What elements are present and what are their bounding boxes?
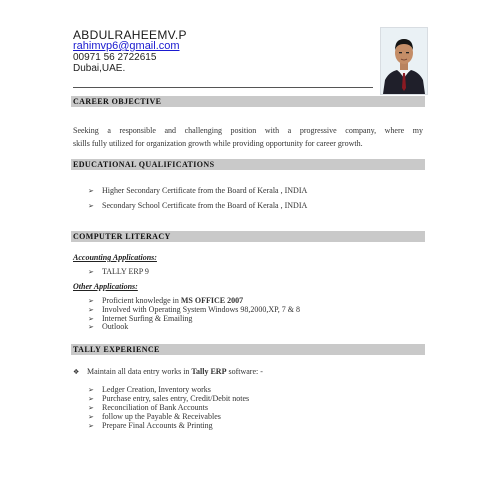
list-item: ➢ Higher Secondary Certificate from the Board of Kerala , INDIA [88,186,308,195]
profile-photo [380,27,428,95]
section-tally-experience: TALLY EXPERIENCE [71,344,425,355]
list-item: ➢ Reconciliation of Bank Accounts [88,403,208,412]
list-item: ➢ Prepare Final Accounts & Printing [88,421,213,430]
header-divider [73,87,373,88]
phone-number: 00971 56 2722615 [73,52,157,63]
list-item: ➢ Secondary School Certificate from the Board of Kerala , INDIA [88,201,308,210]
list-item: ➢ Purchase entry, sales entry, Credit/Debit notes [88,394,250,403]
arrow-bullet-icon: ➢ [88,315,94,323]
list-item: ➢ follow up the Payable & Receivables [88,412,221,421]
list-item: ➢ Proficient knowledge in MS OFFICE 2007 [88,296,244,305]
objective-line-1: Seeking a responsible and challenging position with a progressive company, where my [73,126,423,135]
arrow-bullet-icon: ➢ [88,404,94,412]
arrow-bullet-icon: ➢ [88,202,94,210]
address: Dubai,UAE. [73,63,126,74]
list-item: ➢ Involved with Operating System Windows 98,2000,XP, 7 & 8 [88,305,300,314]
arrow-bullet-icon: ➢ [88,306,94,314]
applicant-name: ABDULRAHEEMV.P [73,28,187,42]
arrow-bullet-icon: ➢ [88,187,94,195]
arrow-bullet-icon: ➢ [88,323,94,331]
list-item: ➢ Ledger Creation, Inventory works [88,385,211,394]
arrow-bullet-icon: ➢ [88,386,94,394]
tally-intro: ❖ Maintain all data entry works in Tally ERP software: - [73,367,263,376]
accounting-heading: Accounting Applications: [73,253,157,262]
arrow-bullet-icon: ➢ [88,413,94,421]
person-photo-icon [381,28,427,94]
arrow-bullet-icon: ➢ [88,268,94,276]
list-item: ➢ TALLY ERP 9 [88,267,149,276]
section-computer-literacy: COMPUTER LITERACY [71,231,425,242]
section-career-objective: CAREER OBJECTIVE [71,96,425,107]
other-applications-heading: Other Applications: [73,282,138,291]
email-link[interactable]: rahimvp6@gmail.com [73,40,180,52]
diamond-bullet-icon: ❖ [73,368,80,376]
objective-line-2: skills fully utilized for organization growth while providing opportunity for career growth. [73,139,363,148]
section-education: EDUCATIONAL QUALIFICATIONS [71,159,425,170]
arrow-bullet-icon: ➢ [88,297,94,305]
arrow-bullet-icon: ➢ [88,422,94,430]
list-item: ➢ Internet Surfing & Emailing [88,314,193,323]
arrow-bullet-icon: ➢ [88,395,94,403]
list-item: ➢ Outlook [88,322,129,331]
